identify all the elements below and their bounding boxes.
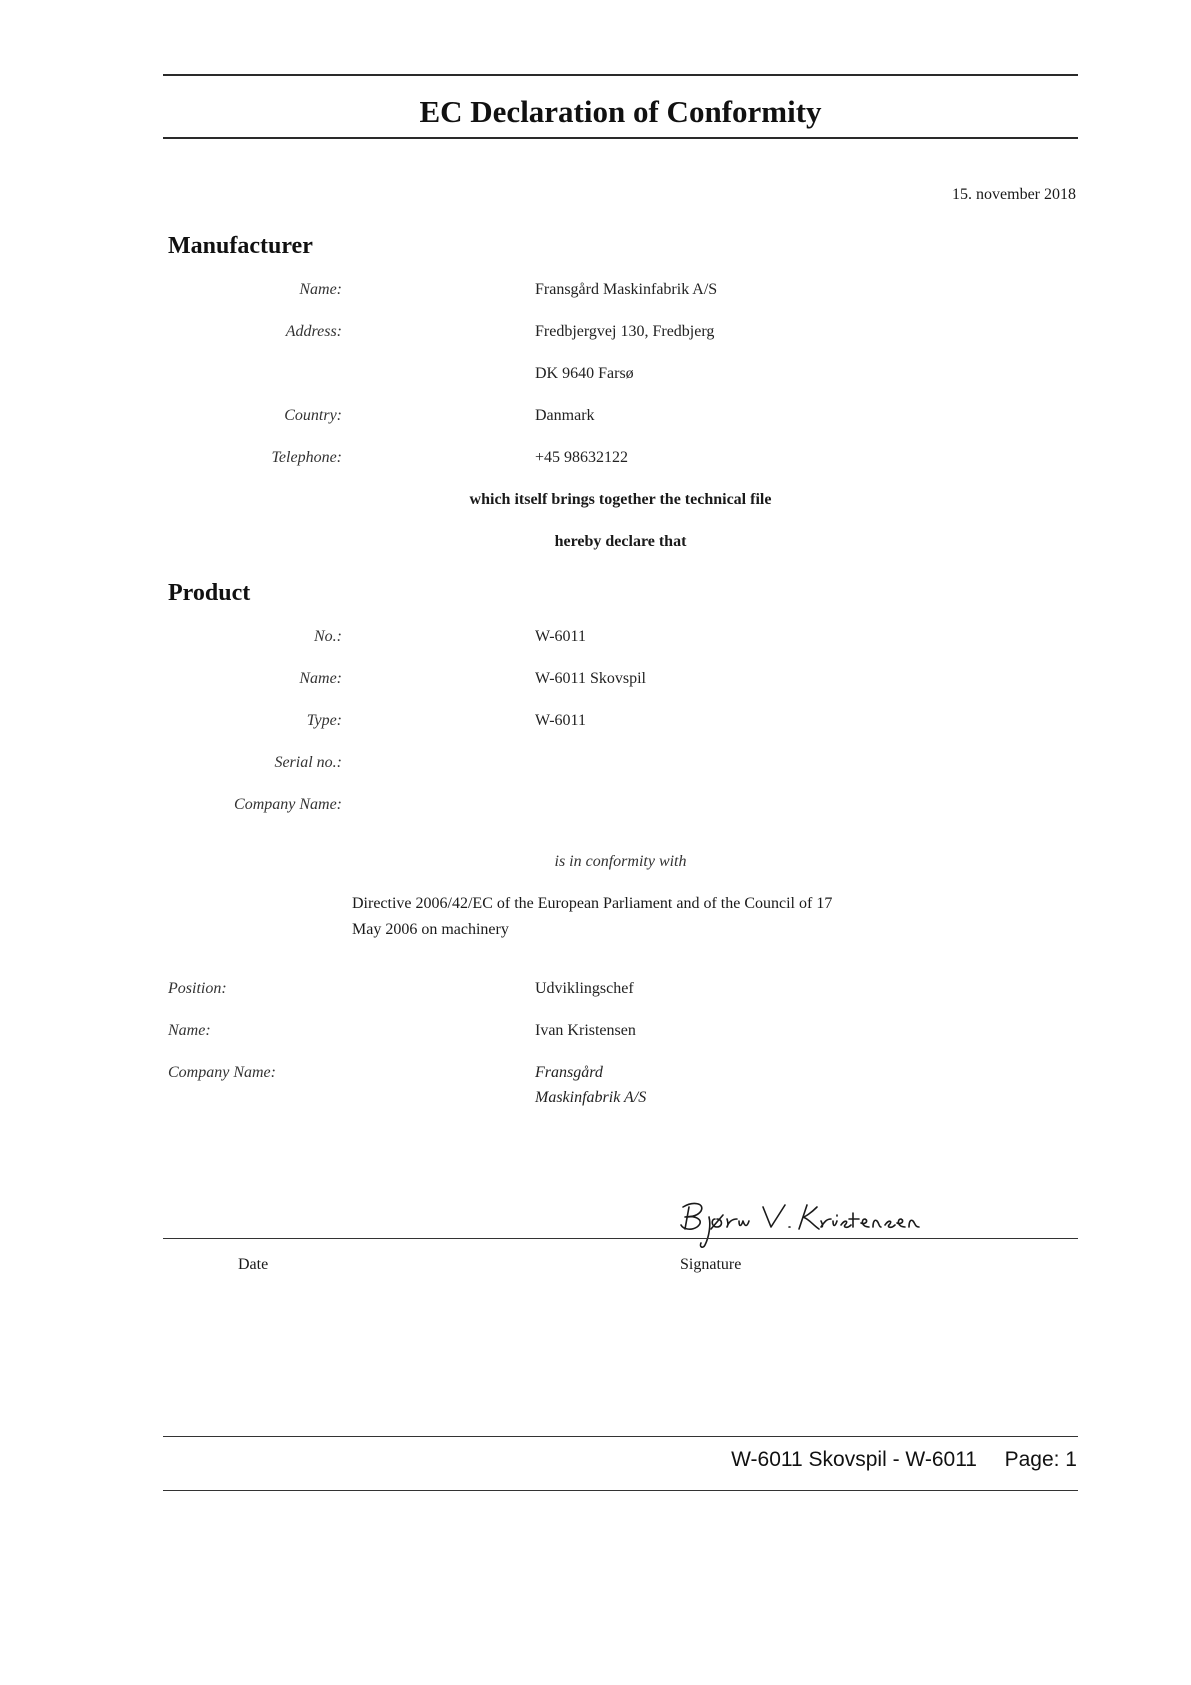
manufacturer-country-value: Danmark [535,407,595,424]
manufacturer-name-label: Name: [299,281,342,298]
footer-bottom-rule [163,1490,1078,1491]
header-bottom-rule [163,137,1078,139]
technical-file-statement: which itself brings together the technical file [469,491,772,508]
footer-top-rule [163,1436,1078,1437]
signatory-name-label: Name: [168,1022,211,1039]
manufacturer-address-value: Fredbjergvej 130, Fredbjerg [535,323,715,340]
manufacturer-country-label: Country: [284,407,342,424]
directive-line-2: May 2006 on machinery [352,921,509,938]
signatory-position-label: Position: [168,980,227,997]
manufacturer-telephone-value: +45 98632122 [535,449,629,466]
product-name-label: Name: [299,670,342,687]
declaration-statement: hereby declare that [554,533,687,550]
product-serial-label: Serial no.: [274,754,342,771]
manufacturer-address-line-2: DK 9640 Farsø [535,365,634,382]
conformity-intro: is in conformity with [554,853,687,870]
signatory-company-label: Company Name: [168,1064,276,1081]
manufacturer-heading: Manufacturer [168,233,313,259]
document-title: EC Declaration of Conformity [419,94,822,129]
product-number-value: W-6011 [535,628,586,645]
directive-line-1: Directive 2006/42/EC of the European Parliament and of the Council of 17 [352,895,833,912]
header-top-rule [163,74,1078,76]
signature-rule [163,1238,1078,1239]
product-name-value: W-6011 Skovspil [535,670,646,687]
product-type-value: W-6011 [535,712,586,729]
product-number-label: No.: [314,628,342,645]
signatory-position-value: Udviklingschef [535,980,634,997]
signatory-company-value-line-2: Maskinfabrik A/S [535,1089,647,1106]
manufacturer-address-label: Address: [285,323,342,340]
footer-page-number: Page: 1 [1004,1448,1077,1471]
manufacturer-telephone-label: Telephone: [271,449,342,466]
product-heading: Product [168,580,251,606]
signatory-name-value: Ivan Kristensen [535,1022,636,1039]
handwritten-signature [675,1195,935,1255]
signatory-company-value: Fransgård [535,1064,603,1081]
document-date: 15. november 2018 [952,186,1076,203]
manufacturer-name-value: Fransgård Maskinfabrik A/S [535,281,718,298]
product-company-label: Company Name: [234,796,342,813]
signature-label: Signature [680,1256,742,1273]
footer-document-reference: W-6011 Skovspil - W-6011 [731,1448,977,1471]
product-type-label: Type: [306,712,342,729]
date-label: Date [238,1256,269,1273]
